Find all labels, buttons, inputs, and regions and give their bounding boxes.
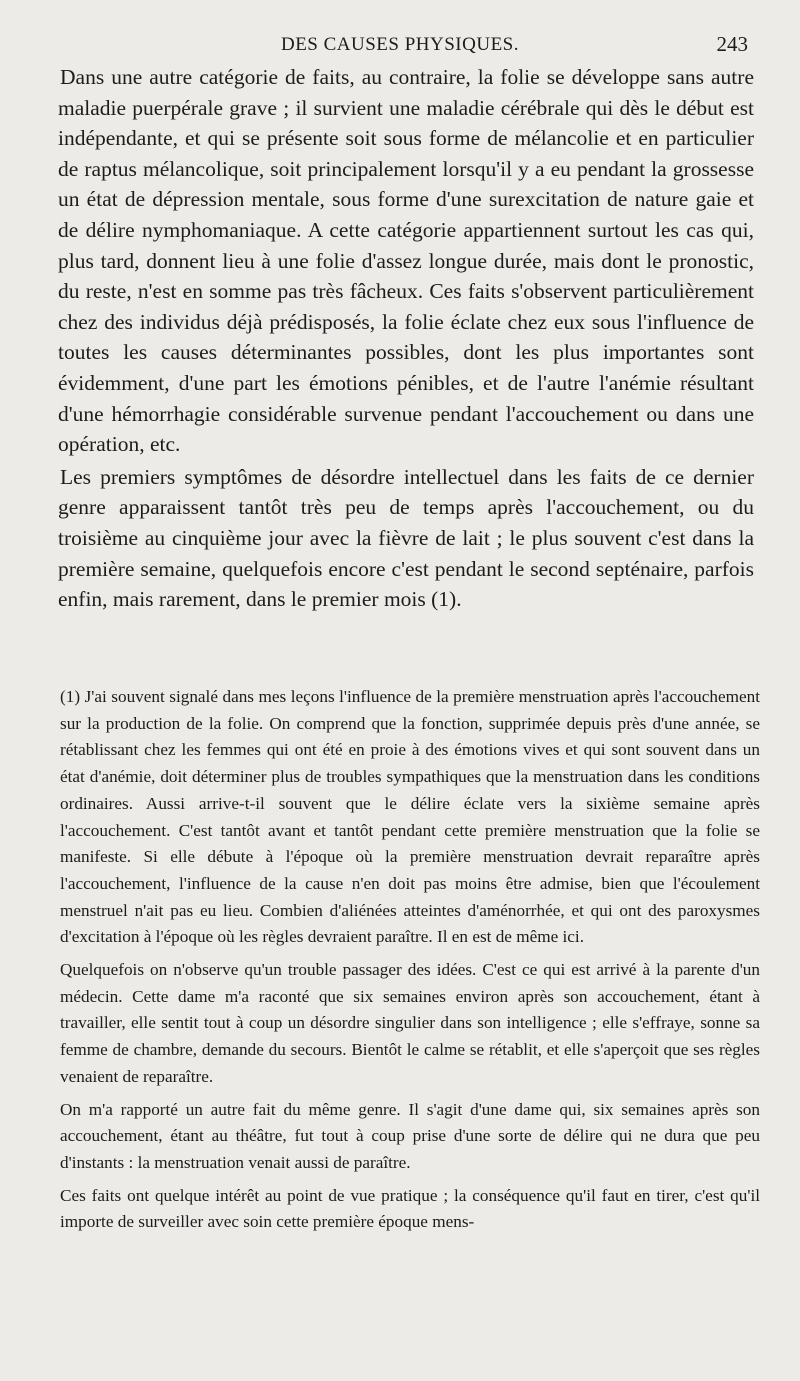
running-head: DES CAUSES PHYSIQUES. xyxy=(280,34,520,55)
body-paragraph-1: Dans une autre catégorie de faits, au contraire, la folie se développe sans autre maladie puerpérale grave ; il survient une maladie cérébrale qui dès le début est indépendante, et qui se présente soit sous forme de mélancolie et en particulier de raptus mélancolique, soit principalement lorsqu'il y a eu pendant la grossesse un état de dépression mentale, sous forme d'une surexcitation de nature gaie et de délire nymphomaniaque. A cette catégorie appartiennent surtout les cas qui, plus tard, donnent lieu à une folie d'assez longue durée, mais dont le pronostic, du reste, n'est en somme pas très fâcheux. Ces faits s'observent particulièrement chez des individus déjà prédisposés, la folie éclate chez eux sous l'influence de toutes les causes déterminantes possibles, dont les plus importantes sont évidemment, d'une part les émotions pénibles, et de l'autre l'anémie résultant d'une hémorrhagie considérable survenue pendant l'accouchement ou dans une opération, etc. xyxy=(58,65,754,457)
footnote-block xyxy=(60,684,760,1236)
body-paragraph-2: Les premiers symptômes de désordre intellectuel dans les faits de ce dernier genre apparaissent tantôt très peu de temps après l'accouchement, ou du troisième au cinquième jour avec la fièvre de lait ; le plus souvent c'est dans la première semaine, quelquefois encore c'est pendant le second septénaire, parfois enfin, mais rarement, dans le premier mois (1). xyxy=(58,464,754,612)
footnote-paragraph-3: On m'a rapporté un autre fait du même genre. Il s'agit d'une dame qui, six semaines après son accouchement, étant au théâtre, fut tout à coup prise d'une sorte de délire qui ne dura que peu d'instants : la menstruation venait aussi de paraître. xyxy=(60,1099,760,1172)
page-number: 243 xyxy=(716,32,748,56)
footnote-paragraph-4: Ces faits ont quelque intérêt au point de vue pratique ; la conséquence qu'il faut en tirer, c'est qu'il importe de surveiller avec soin cette première époque mens- xyxy=(60,1185,760,1232)
main-text xyxy=(58,62,754,615)
page-header xyxy=(0,34,800,60)
footnote-paragraph-2: Quelquefois on n'observe qu'un trouble passager des idées. C'est ce qui est arrivé à la parente d'un médecin. Cette dame m'a raconté que six semaines environ après son accouchement, étant à travailler, elle sentit tout à coup un désordre singulier dans son intelligence ; elle s'effraye, sonne sa femme de chambre, demande du secours. Bientôt le calme se rétablit, et elle s'aperçoit que ses règles venaient de reparaître. xyxy=(60,960,760,1086)
footnote-paragraph-1: (1) J'ai souvent signalé dans mes leçons l'influence de la première menstruation après l'accouchement sur la production de la folie. On comprend que la fonction, supprimée depuis près d'une année, se rétablissant chez les femmes qui ont été en proie à des émotions vives et qui sont souvent dans un état d'anémie, doit déterminer plus de troubles sympathiques que la menstruation dans les conditions ordinaires. Aussi arrive-t-il souvent que le délire éclate vers la sixième semaine après l'accouchement. C'est tantôt avant et tantôt pendant cette première menstruation que la folie se manifeste. Si elle débute à l'époque où la première menstruation devrait reparaître après l'accouchement, l'influence de la cause n'en doit pas moins être admise, bien que l'écoulement menstruel n'ait pas eu lieu. Combien d'aliénées atteintes d'aménorrhée, et qui ont des paroxysmes d'excitation à l'époque où les règles devraient paraître. Il en est de même ici. xyxy=(60,687,760,947)
